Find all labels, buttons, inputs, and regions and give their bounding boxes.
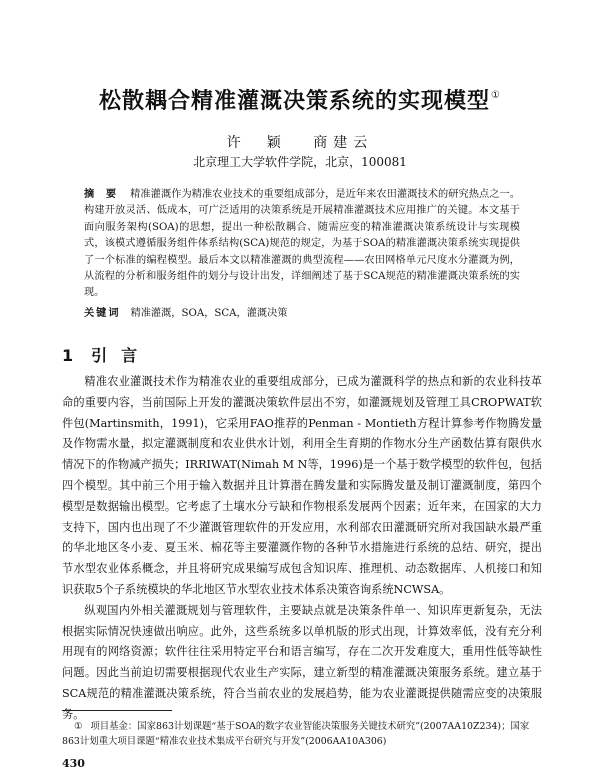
author-name: 许 颖 xyxy=(226,135,287,151)
page-number: 430 xyxy=(62,757,85,770)
section-title: 引言 xyxy=(91,346,152,365)
keywords xyxy=(84,304,520,319)
paper-title xyxy=(0,84,600,115)
footnote xyxy=(62,719,542,749)
keywords-text: 精准灌溉，SOA，SCA，灌溉决策 xyxy=(130,308,288,319)
paragraph: 纵观国内外相关灌溉规划与管理软件，主要缺点就是决策条件单一、知识库更新复杂，无法根据实际情况快速做出响应。此外，这些系统多以单机版的形式出现，计算效率低，没有充分利用现有的网络资源；软件往往采用特定平台和语言编写，存在二次开发难度大，重用性低等缺性问题。因此当前迫切需要根据现代农业生产实际，建立新型的精准灌溉决策服务系统。建立基于SCA规范的精准灌溉决策系统，符合当前农业的发展趋势，能为农业灌溉提供随需应变的决策服务。 xyxy=(62,603,542,721)
abstract-text: 精准灌溉作为精准农业技术的重要组成部分，是近年来农田灌溉技术的研究热点之一。构建开放灵活、低成本，可广泛适用的决策系统是开展精准灌溉技术应用推广的关键。本文基于面向服务架构(SOA)的思想，提出一种松散耦合、随需应变的精准灌溉决策系统设计与实现模式，该模式遵循服务组件体系结构(SCA)规范的规定，为基于SOA的精准灌溉决策系统实现提供了一个标准的编程模型。最后本文以精准灌溉的典型流程——农田网格单元尺度水分灌溉为例，从流程的分析和服务组件的划分与设计出发，详细阐述了基于SCA规范的精准灌溉决策系统的实现。 xyxy=(84,189,521,299)
title-text: 松散耦合精准灌溉决策系统的实现模型 xyxy=(99,89,491,114)
abstract xyxy=(84,186,520,302)
section-number: 1 xyxy=(62,346,74,365)
author-list xyxy=(0,132,600,152)
author-affiliation: 北京理工大学软件学院，北京，100081 xyxy=(193,155,407,169)
abstract-label: 摘 要 xyxy=(84,188,121,200)
title-footnote-mark: ① xyxy=(491,90,501,101)
author-name: 商建云 xyxy=(313,135,374,151)
footnote-mark: ① xyxy=(74,721,83,732)
paragraph: 精准农业灌溉技术作为精准农业的重要组成部分，已成为灌溉科学的热点和新的农业科技革命的重要内容，当前国际上开发的灌溉决策软件层出不穷，如灌溉规划及管理工具CROPWAT软件包(Martinsmith，1991)，它采用FAO推荐的Penman - Montieth方程计算参考作物腾发量及作物需水量，拟定灌溉制度和农业供水计划，利用全生育期的作物水分生产函数估算有限供水情况下的作物减产损失；IRRIWAT(Nimah M N等，1996)是一个基于数学模型的软件包，包括四个模型。其中前三个用于输入数据并且计算潜在腾发量和实际腾发量及制订灌溉制度，第四个模型是数据输出模型。它考虑了土壤水分亏缺和作物根系发展两个因素；近年来，在国家的大力支持下，国内也出现了不少灌溉管理软件的开发应用，水利部农田灌溉研究所对我国缺水最严重的华北地区冬小麦、夏玉米、棉花等主要灌溉作物的各种节水措施进行系统的总结、研究，提出节水型农业体系概念，并且将研究成果编写成包含知识库、推理机、动态数据库、人机接口和知识获取5个子系统模块的华北地区节水型农业技术体系决策咨询系统NCWSA。 xyxy=(62,375,542,596)
footnote-divider xyxy=(62,710,172,711)
keywords-label: 关键词 xyxy=(84,307,121,319)
footnote-text: 项目基金：国家863计划课题“基于SOA的数字农业智能决策服务关键技术研究”(2007AA10Z234)；国家863计划重大项目课题“精准农业技术集成平台研究与开发”(2006AA10A306) xyxy=(62,721,530,747)
section-heading xyxy=(62,343,151,366)
body-text xyxy=(62,372,542,726)
